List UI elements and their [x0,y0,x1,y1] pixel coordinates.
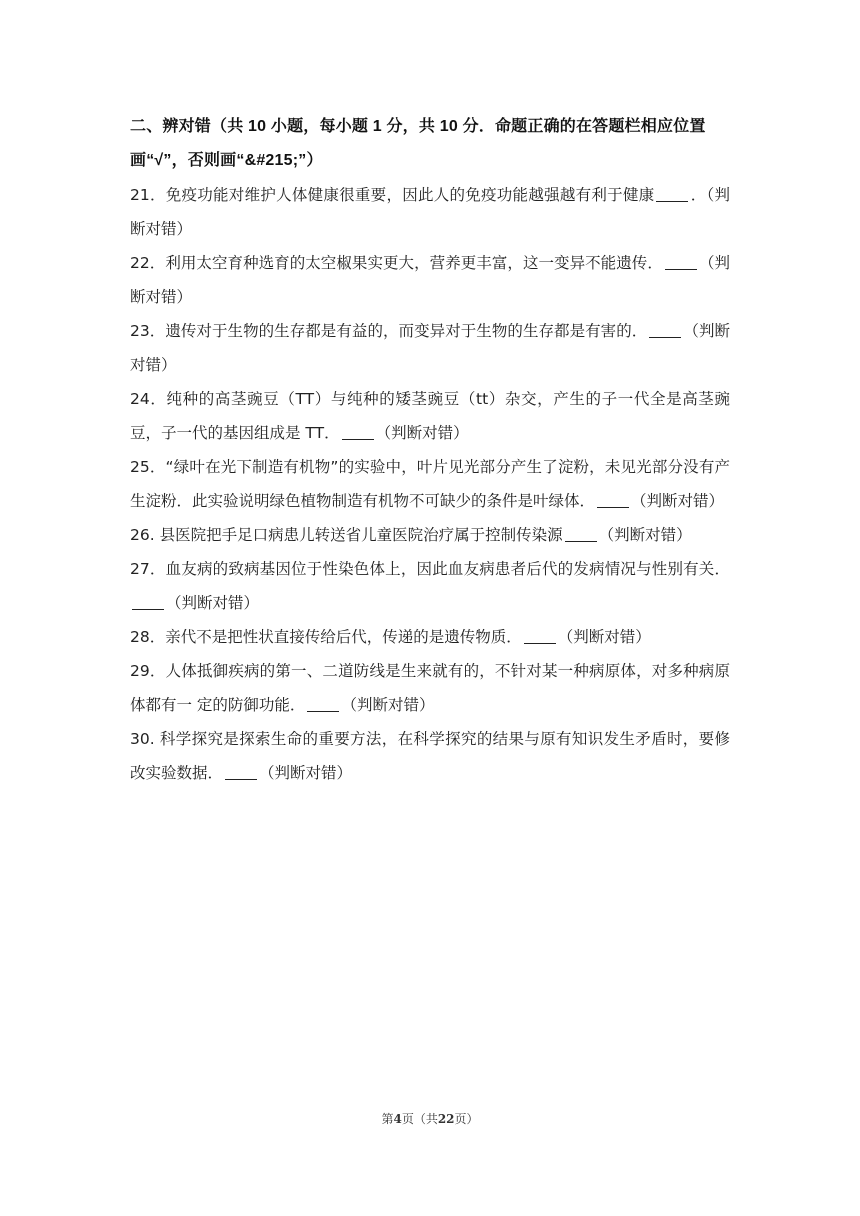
question-text: 23．遗传对于生物的生存都是有益的，而变异对于生物的生存都是有害的． [130,322,648,340]
question-text: 22．利用太空育种选育的太空椒果实更大，营养更丰富，这一变异不能遗传． [130,254,663,272]
question-suffix: （判断对错） [130,322,730,374]
question-text: 26. 县医院把手足口病患儿转送省儿童医院治疗属于控制传染源 [130,526,563,544]
answer-blank[interactable] [132,595,164,610]
question-25 [130,450,730,518]
question-text: 24．纯种的高茎豌豆（TT）与纯种的矮茎豌豆（tt）杂交，产生的子一代全是高茎豌豆，子一代的基因组成是 TT． [130,390,730,442]
question-suffix: （判断对错） [598,526,692,544]
footer-suffix: 页） [454,1112,479,1126]
question-26 [130,518,730,552]
question-21 [130,178,730,246]
footer-mid: 页（共 [401,1112,438,1126]
question-text: 28．亲代不是把性状直接传给后代，传递的是遗传物质． [130,628,522,646]
question-suffix: （判断对错） [166,594,260,612]
question-suffix: ．（判断对错） [130,186,730,238]
question-30 [130,722,730,790]
answer-blank[interactable] [649,323,681,338]
question-suffix: （判断对错） [130,254,730,306]
question-text: 21．免疫功能对维护人体健康很重要，因此人的免疫功能越强越有利于健康 [130,186,655,204]
answer-blank[interactable] [307,697,339,712]
answer-blank[interactable] [524,629,556,644]
question-text: 27．血友病的致病基因位于性染色体上，因此血友病患者后代的发病情况与性别有关． [130,560,730,578]
question-27 [130,552,730,620]
answer-blank[interactable] [565,527,597,542]
document-page [130,110,730,790]
question-28 [130,620,730,654]
question-24 [130,382,730,450]
question-22 [130,246,730,314]
answer-blank[interactable] [225,765,257,780]
answer-blank[interactable] [656,187,688,202]
answer-blank[interactable] [597,493,629,508]
footer-total-pages: 22 [437,1112,455,1126]
section-title: 二、辨对错（共 10 小题，每小题 1 分，共 10 分．命题正确的在答题栏相应位置画“√”，否则画“&#215;”） [130,118,706,169]
footer-prefix: 第 [381,1112,394,1126]
answer-blank[interactable] [342,425,374,440]
question-suffix: （判断对错） [631,492,725,510]
question-29 [130,654,730,722]
answer-blank[interactable] [665,255,697,270]
footer-page-number: 4 [393,1112,402,1126]
question-23 [130,314,730,382]
question-suffix: （判断对错） [341,696,435,714]
question-suffix: （判断对错） [259,764,353,782]
question-text: 29．人体抵御疾病的第一、二道防线是生来就有的，不针对某一种病原体，对多种病原体都有一 定的防御功能． [130,662,730,714]
page-footer [0,1110,860,1127]
question-text: 25．“绿叶在光下制造有机物”的实验中，叶片见光部分产生了淀粉，未见光部分没有产生淀粉．此实验说明绿色植物制造有机物不可缺少的条件是叶绿体． [130,458,730,510]
question-suffix: （判断对错） [375,424,469,442]
question-text: 30. 科学探究是探索生命的重要方法，在科学探究的结果与原有知识发生矛盾时，要修改实验数据． [130,730,730,782]
question-suffix: （判断对错） [557,628,651,646]
